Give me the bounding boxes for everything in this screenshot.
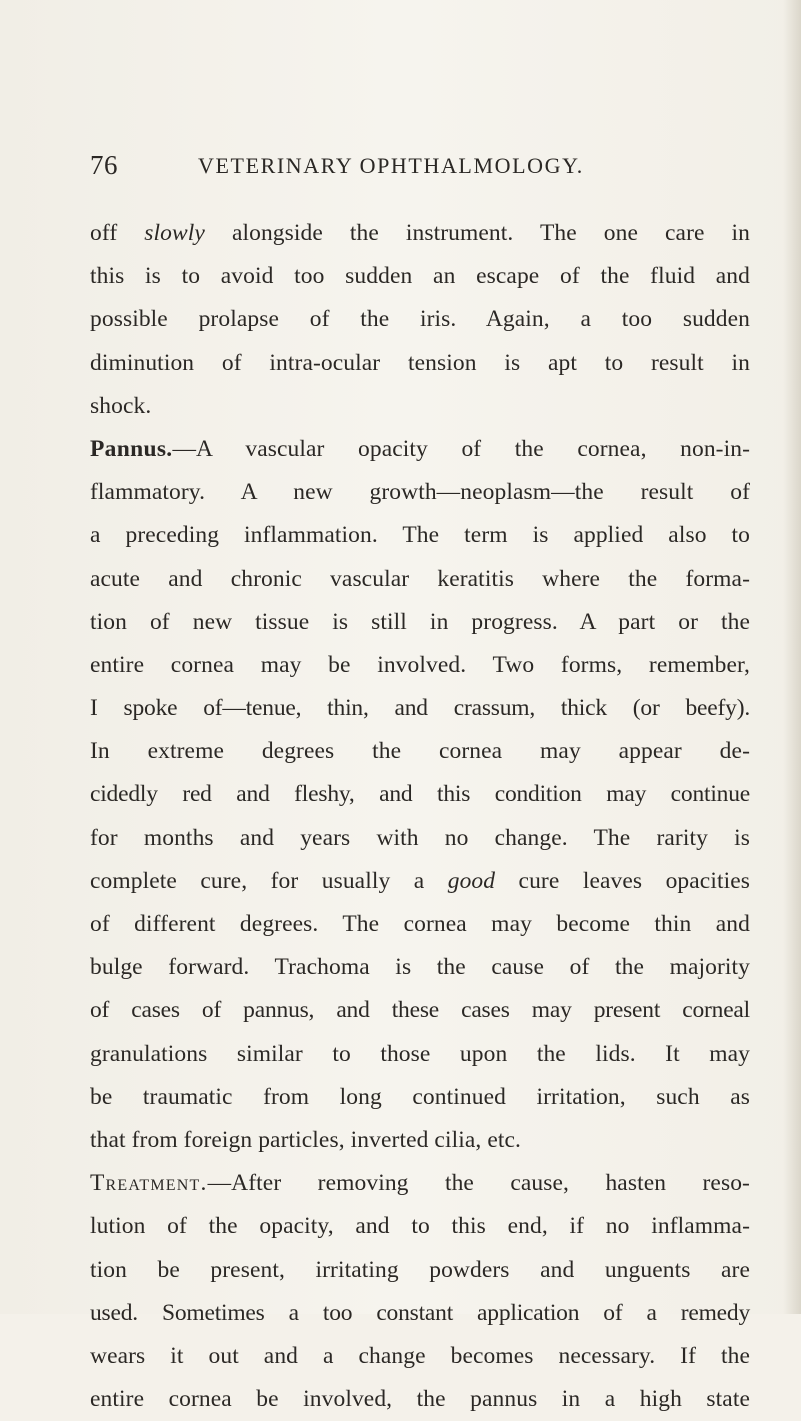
text-line: off slowly alongside the instrument. The one care in [90, 220, 750, 246]
text-line: diminution of intra-ocular tension is apt to result in [90, 349, 750, 376]
text-line: of cases of pannus, and these cases may present corneal [90, 997, 750, 1024]
emphasis-slowly: slowly [144, 220, 205, 246]
text-line: bulge forward. Trachoma is the cause of the majority [90, 954, 750, 981]
emphasis-good: good [447, 867, 496, 894]
text-line: used. Sometimes a too constant application of a remedy [90, 1299, 750, 1326]
text-line: granulations similar to those upon the lids. It may [90, 1040, 750, 1067]
text-line: possible prolapse of the iris. Again, a too sudden [90, 306, 750, 333]
text-line: that from foreign particles, inverted cilia, etc. [90, 1126, 521, 1153]
section-heading-treatment: Treatment. [90, 1170, 208, 1197]
text-line: I spoke of—tenue, thin, and crassum, thick (or beefy). [90, 695, 750, 722]
text-line: be traumatic from long continued irritation, such as [90, 1083, 750, 1110]
page-edge-shadow [783, 0, 801, 1314]
section-heading-pannus: Pannus. [90, 435, 173, 462]
text-line: flammatory. A new growth—neoplasm—the result of [90, 479, 750, 506]
text-line: cidedly red and fleshy, and this condition may continue [90, 781, 750, 808]
text-line: entire cornea may be involved. Two forms, remember, [90, 651, 750, 678]
running-head [90, 150, 750, 186]
page-number: 76 [90, 150, 118, 180]
text-line: a preceding inflammation. The term is applied also to [90, 522, 750, 549]
text-line: of different degrees. The cornea may become thin and [90, 911, 750, 937]
text-line: In extreme degrees the cornea may appear de- [90, 738, 750, 765]
text-line: Treatment.—After removing the cause, hasten reso- [90, 1170, 750, 1197]
text-line: this is to avoid too sudden an escape of the fluid and [90, 263, 750, 290]
text-line: lution of the opacity, and to this end, if no inflamma- [90, 1213, 750, 1240]
text-line: acute and chronic vascular keratitis where the forma- [90, 565, 750, 592]
body-text [90, 212, 750, 1421]
text-line: Pannus.—A vascular opacity of the cornea, non-in- [90, 435, 750, 462]
text-line: entire cornea be involved, the pannus in a high state [90, 1386, 750, 1413]
text-line: for months and years with no change. The rarity is [90, 824, 750, 851]
text-line: wears it out and a change becomes necessary. If the [90, 1342, 750, 1369]
text-line: shock. [90, 392, 152, 419]
text-line: tion be present, irritating powders and unguents are [90, 1256, 750, 1283]
text-line: complete cure, for usually a good cure leaves opacities [90, 867, 750, 894]
text-line: tion of new tissue is still in progress. A part or the [90, 608, 750, 635]
running-title: VETERINARY OPHTHALMOLOGY. [198, 153, 584, 178]
